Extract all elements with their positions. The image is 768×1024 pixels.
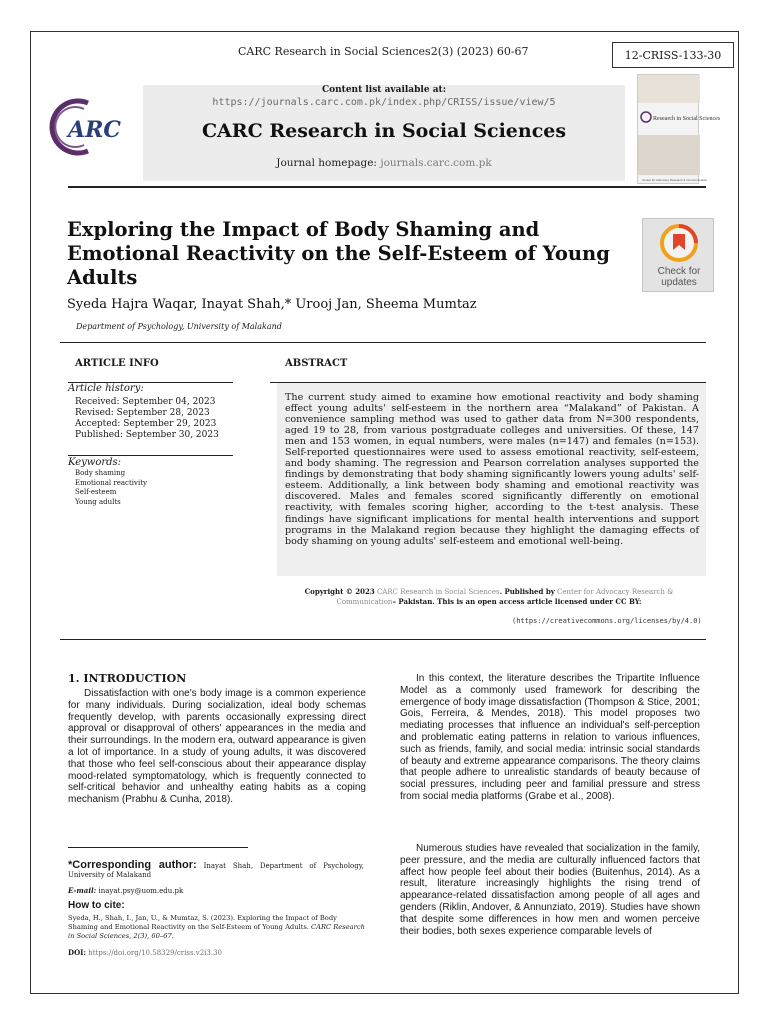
check-for-updates-badge[interactable] bbox=[642, 218, 714, 292]
citation-journal: CARC Research in Social Sciences, 2(3), 60–67. bbox=[68, 923, 365, 940]
doi-link[interactable]: https://doi.org/10.58329/criss.v2i3.30 bbox=[88, 949, 223, 957]
introduction-heading: 1. INTRODUCTION bbox=[68, 672, 187, 685]
content-list-url[interactable]: https://journals.carc.com.pk/index.php/CRISS/issue/view/5 bbox=[212, 97, 556, 108]
intro-paragraph-2: In this context, the literature describes the Tripartite Influence Model as a commonly used framework for describing the emergence of body image dissatisfaction (Thompson & Stice, 2001; Gois, Ferreira, & Mendes, 2018). This model proposes two mediating processes that influence an individual's self-perception and problematic eating patterns in relation to various influences, such as friends, family, and social media: intrinsic social standards of beauty and extreme appearance comparisons. The theory claims that people adhere to unrealistic standards of beauty because of social pressures, including peer and familial pressure and stress from social media platforms (Grabe et al., 2008). bbox=[400, 673, 700, 802]
homepage-link[interactable]: journals.carc.com.pk bbox=[380, 157, 492, 169]
article-info-heading: ARTICLE INFO bbox=[75, 358, 159, 369]
corresponding-label: *Corresponding author: bbox=[68, 859, 197, 871]
license-url[interactable]: (https://creativecommons.org/licenses/by/4.0) bbox=[512, 617, 702, 625]
email-line bbox=[68, 886, 183, 895]
history-revised: Revised: September 28, 2023 bbox=[75, 408, 210, 418]
journal-homepage bbox=[143, 157, 625, 169]
article-code: 12-CRISS-133-30 bbox=[624, 48, 722, 62]
keyword-item: Young adults bbox=[75, 497, 121, 506]
content-list-label: Content list available at: bbox=[321, 85, 447, 95]
journal-citation-line: CARC Research in Social Sciences2(3) (2023) 60-67 bbox=[238, 45, 529, 58]
copyright-mid: . Published by bbox=[499, 587, 555, 596]
corresponding-author bbox=[68, 861, 364, 880]
check-updates-line1: Check for bbox=[657, 266, 701, 277]
copyright-publisher-link[interactable]: Center for Advocacy Research & Communication bbox=[336, 588, 674, 606]
citation-text bbox=[68, 914, 368, 941]
doi-line bbox=[68, 948, 222, 957]
copyright-suffix: – Pakistan. This is an open access article licensed under CC BY: bbox=[392, 597, 642, 606]
paper-title: Exploring the Impact of Body Shaming and Emotional Reactivity on the Self-Esteem of Young Adults bbox=[67, 218, 610, 289]
copyright-prefix: Copyright © 2023 bbox=[304, 587, 375, 596]
keywords-rule bbox=[68, 455, 233, 456]
keyword-item: Body shaming bbox=[75, 469, 126, 477]
history-accepted: Accepted: September 29, 2023 bbox=[75, 419, 217, 429]
journal-cover-image bbox=[637, 74, 721, 184]
doi-label: DOI: bbox=[68, 948, 87, 957]
footnote-rule bbox=[68, 847, 248, 848]
keyword-item: Emotional reactivity bbox=[75, 478, 147, 487]
journal-name: CARC Research in Social Sciences bbox=[201, 120, 567, 142]
keywords-list bbox=[75, 469, 147, 507]
intro-paragraph-1: Dissatisfaction with one's body image is a common experience for many individuals. During socialization, ideal body schemas frequently develop, with parents occasionally expressing direct approval or disapproval of others' appearances in the media and their surroundings. In the modern era, outward appearance is given a lot of importance. In a study of young adults, it was discovered that those who feel self-conscious about their appearance display mood-related symptomatology, which is frequently connected to self-critical behavior and unhealthy eating habits as a coping mechanism (Prabhu & Cunha, 2018). bbox=[68, 688, 366, 806]
email-label: E-mail: bbox=[68, 886, 97, 895]
keyword-item: Self-esteem bbox=[75, 488, 117, 496]
article-code-box bbox=[612, 42, 734, 68]
carc-logo bbox=[50, 95, 138, 157]
header-rule bbox=[68, 186, 706, 188]
corresponding-text: Inayat Shah, Department of Psychology, University of Malakand bbox=[68, 862, 364, 879]
history-received: Received: September 04, 2023 bbox=[75, 397, 216, 407]
history-published: Published: September 30, 2023 bbox=[75, 430, 219, 440]
check-updates-line2: updates bbox=[661, 277, 697, 288]
how-to-cite-heading: How to cite: bbox=[68, 900, 125, 911]
history-label: Article history: bbox=[68, 383, 144, 394]
cover-title: Research in Social Sciences bbox=[653, 116, 721, 122]
cover-footer: Center for Advocacy Research & Communication bbox=[642, 178, 708, 182]
email-address[interactable]: inayat.psy@uom.edu.pk bbox=[98, 887, 184, 895]
citation-main: Syeda, H., Shah, I., Jan, U., & Mumtaz, S. (2023). Exploring the Impact of Body Shaming and Emotional Reactivity on the Self-Esteem of Young Adults. bbox=[68, 914, 337, 931]
section-rule bbox=[60, 342, 706, 343]
logo-text: ARC bbox=[68, 117, 121, 143]
history-list bbox=[75, 397, 219, 441]
keywords-label: Keywords: bbox=[68, 457, 122, 468]
abstract-text: The current study aimed to examine how emotional reactivity and body shaming effect young adults' self-esteem in the northern area “Malakand” of Pakistan. A convenience sampling method was used to gather data from N=300 respondents, aged 19 to 28, from various postgraduate colleges and universities. Of these, 147 men and 153 women, in equal numbers, were males (n=147) and females (n=153). Self-reported questionnaires were used to assess emotional reactivity, self-esteem, and body shaming. The regression and Pearson correlation analyses supported the findings by demonstrating that body shaming significantly lowers young adults' self-esteem. Additionally, a link between body shaming and emotional reactivity was discovered. Males and females scored significantly differently on emotional reactivity, with females scoring higher, according to the t-test analysis. These findings have significant implications for mental health interventions and support programs in the Malakand region because they highlight the damaging effects of body shaming on young adults' self-esteem and emotional well-being. bbox=[285, 392, 699, 547]
abstract-heading: ABSTRACT bbox=[285, 358, 348, 369]
intro-paragraph-3: Numerous studies have revealed that socialization in the family, peer pressure, and the media are culturally influenced factors that affect how people feel about their bodies (Buitenhus, 2014). As a result, literature increasingly highlights the rising trend of appearance-related dissatisfaction among people of all ages and genders (Riklin, Andover, & Annunziato, 2019). Studies have shown that despite some differences in how men and women perceive their bodies, both sexes experience comparable levels of bbox=[400, 843, 700, 937]
homepage-label: Journal homepage: bbox=[276, 157, 377, 169]
copyright-notice bbox=[278, 587, 700, 607]
body-rule bbox=[60, 639, 706, 640]
authors: Syeda Hajra Waqar, Inayat Shah,* Urooj Jan, Sheema Mumtaz bbox=[67, 297, 477, 312]
affiliation: Department of Psychology, University of Malakand bbox=[76, 322, 282, 331]
copyright-journal-link[interactable]: CARC Research in Social Sciences bbox=[376, 588, 500, 596]
